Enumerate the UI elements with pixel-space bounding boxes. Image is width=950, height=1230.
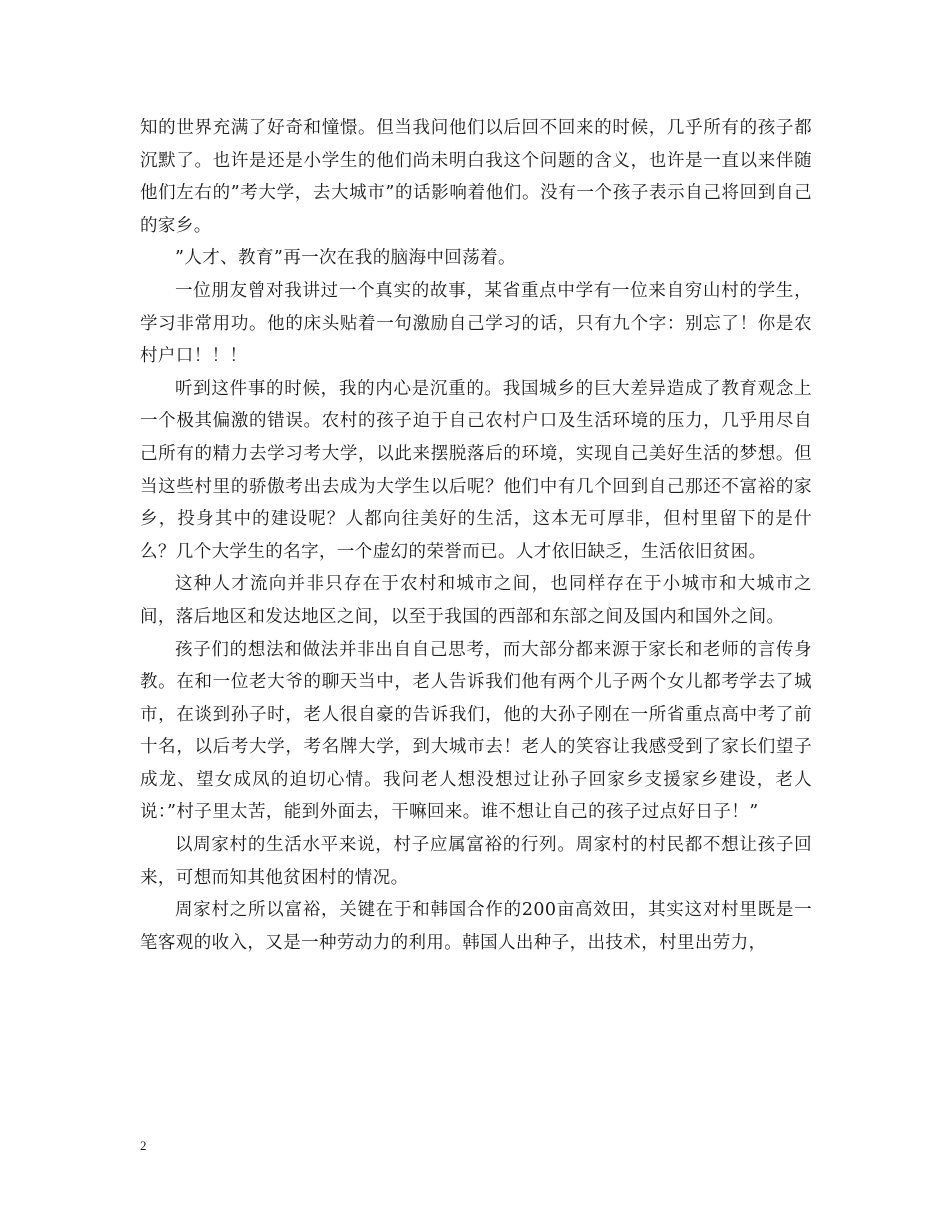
paragraph-2: ”人才、教育”再一次在我的脑海中回荡着。 (175, 248, 516, 269)
paragraph-7: 以周家村的生活水平来说，村子应属富裕的行列。周家村的村民都不想让孩子回来，可想而知其他贫困村的情况。 (140, 835, 812, 888)
document-body (140, 112, 812, 959)
paragraph-4: 听到这件事的时候，我的内心是沉重的。我国城乡的巨大差异造成了教育观念上一个极其偏激的错误。农村的孩子迫于自己农村户口及生活环境的压力，几乎用尽自己所有的精力去学习考大学，以此来摆脱落后的环境，实现自己美好生活的梦想。但当这些村里的骄傲考出去成为大学生以后呢？他们中有几个回到自己那还不富裕的家乡，投身其中的建设呢？人都向往美好的生活，这本无可厚非，但村里留下的是什么？几个大学生的名字，一个虚幻的荣誉而已。人才依旧缺乏，生活依旧贫困。 (140, 378, 812, 562)
paragraph-5: 这种人才流向并非只存在于农村和城市之间，也同样存在于小城市和大城市之间，落后地区和发达地区之间，以至于我国的西部和东部之间及国内和国外之间。 (140, 574, 812, 627)
paragraph-3: 一位朋友曾对我讲过一个真实的故事，某省重点中学有一位来自穷山村的学生，学习非常用功。他的床头贴着一句激励自己学习的话，只有九个字：别忘了！你是农村户口！！！ (140, 280, 812, 367)
page-number: 2 (140, 1138, 147, 1153)
paragraph-6: 孩子们的想法和做法并非出自自己思考，而大部分都来源于家长和老师的言传身教。在和一位老大爷的聊天当中，老人告诉我们他有两个儿子两个女儿都考学去了城市，在谈到孙子时，老人很自豪的告诉我们，他的大孙子刚在一所省重点高中考了前十名，以后考大学，考名牌大学，到大城市去！老人的笑容让我感受到了家长们望子成龙、望女成凤的迫切心情。我问老人想没想过让孙子回家乡支援家乡建设，老人说：”村子里太苦，能到外面去，干嘛回来。谁不想让自己的孩子过点好日子！” (140, 639, 812, 823)
paragraph-1: 知的世界充满了好奇和憧憬。但当我问他们以后回不回来的时候，几乎所有的孩子都沉默了。也许是还是小学生的他们尚未明白我这个问题的含义，也许是一直以来伴随他们左右的”考大学，去大城市”的话影响着他们。没有一个孩子表示自己将回到自己的家乡。 (140, 118, 812, 236)
paragraph-8: 周家村之所以富裕，关键在于和韩国合作的200亩高效田，其实这对村里既是一笔客观的收入，又是一种劳动力的利用。韩国人出种子，出技术，村里出劳力， (140, 900, 812, 953)
